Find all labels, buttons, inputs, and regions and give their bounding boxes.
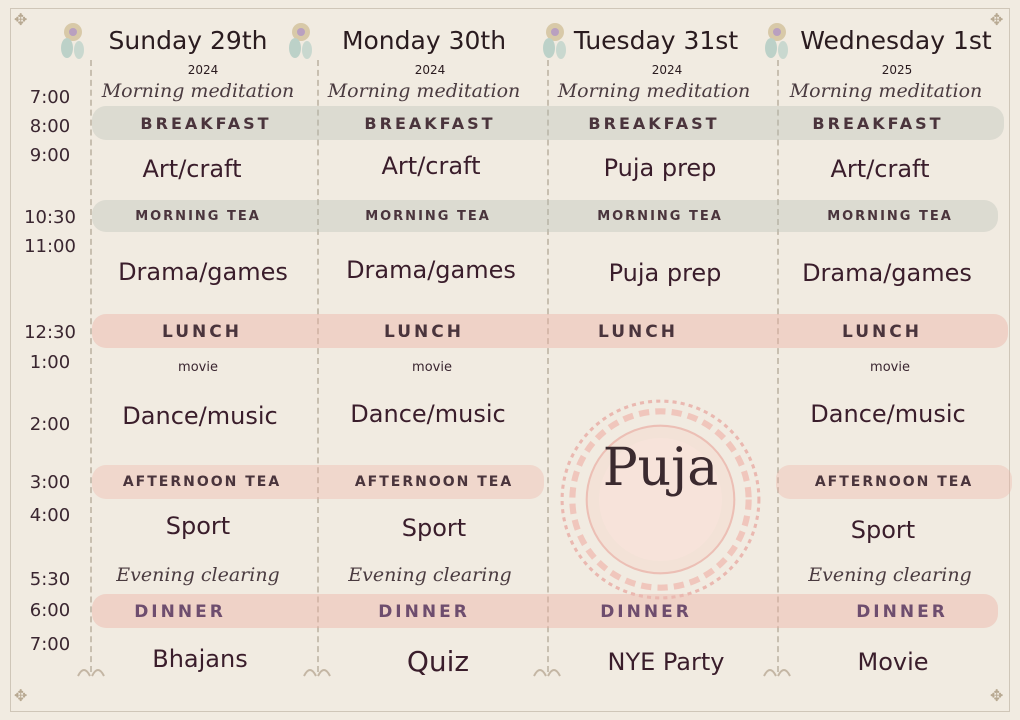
activity-nye-party: NYE Party: [607, 648, 725, 676]
morning-meditation: Morning meditation: [789, 80, 983, 102]
time-label: 1:00: [29, 352, 71, 373]
time-label: 3:00: [29, 472, 71, 493]
movie-label: movie: [870, 360, 910, 375]
corner-ornament-icon: ✥: [990, 10, 1004, 29]
time-label: 10:30: [24, 207, 76, 228]
morning-tea-label: MORNING TEA: [135, 209, 261, 224]
time-label: 5:30: [29, 569, 71, 590]
activity-puja-prep: Puja prep: [603, 154, 717, 182]
leaf-icon: [532, 662, 562, 682]
dinner-label: DINNER: [134, 602, 226, 622]
day-header-sunday: Sunday 29th: [108, 26, 268, 55]
afternoon-tea-label: AFTERNOON TEA: [354, 474, 514, 490]
time-label: 9:00: [29, 145, 71, 166]
time-label: 12:30: [24, 322, 76, 343]
afternoon-tea-label: AFTERNOON TEA: [122, 474, 282, 490]
time-label: 8:00: [29, 116, 71, 137]
breakfast-label: BREAKFAST: [588, 114, 720, 133]
year-label: 2024: [414, 63, 446, 77]
leaf-icon: [76, 662, 106, 682]
morning-tea-label: MORNING TEA: [827, 209, 953, 224]
activity-sport: Sport: [850, 516, 916, 544]
activity-drama-games: Drama/games: [346, 256, 516, 284]
corner-ornament-icon: ✥: [14, 686, 28, 705]
evening-clearing: Evening clearing: [348, 564, 512, 586]
evening-clearing: Evening clearing: [808, 564, 972, 586]
activity-art-craft: Art/craft: [142, 155, 242, 183]
corner-ornament-icon: ✥: [14, 10, 28, 29]
time-label: 7:00: [29, 634, 71, 655]
movie-label: movie: [412, 360, 452, 375]
dinner-label: DINNER: [600, 602, 692, 622]
column-divider: [777, 60, 779, 672]
afternoon-tea-label: AFTERNOON TEA: [814, 474, 974, 490]
lunch-label: LUNCH: [162, 322, 242, 342]
lunch-label: LUNCH: [384, 322, 464, 342]
activity-movie: Movie: [857, 648, 929, 676]
time-label: 4:00: [29, 505, 71, 526]
column-divider: [547, 60, 549, 672]
activity-bhajans: Bhajans: [152, 645, 248, 673]
leaf-icon: [302, 662, 332, 682]
dinner-label: DINNER: [856, 602, 948, 622]
flower-icon: [762, 18, 792, 62]
corner-ornament-icon: ✥: [990, 686, 1004, 705]
time-label: 6:00: [29, 600, 71, 621]
breakfast-label: BREAKFAST: [364, 114, 496, 133]
morning-meditation: Morning meditation: [101, 80, 295, 102]
lunch-label: LUNCH: [842, 322, 922, 342]
activity-drama-games: Drama/games: [118, 258, 288, 286]
day-header-tuesday: Tuesday 31st: [573, 26, 739, 55]
time-label: 11:00: [24, 236, 76, 257]
activity-art-craft: Art/craft: [381, 152, 481, 180]
leaf-icon: [762, 662, 792, 682]
year-label: 2024: [187, 63, 219, 77]
day-header-wednesday: Wednesday 1st: [800, 26, 992, 55]
morning-tea-label: MORNING TEA: [365, 209, 491, 224]
morning-tea-label: MORNING TEA: [597, 209, 723, 224]
time-label: 2:00: [29, 414, 71, 435]
mandala-icon: [558, 397, 763, 602]
year-label: 2024: [651, 63, 683, 77]
puja-title: Puja: [602, 438, 719, 498]
breakfast-label: BREAKFAST: [812, 114, 944, 133]
activity-sport: Sport: [165, 512, 231, 540]
breakfast-label: BREAKFAST: [140, 114, 272, 133]
dinner-label: DINNER: [378, 602, 470, 622]
activity-dance-music: Dance/music: [810, 400, 966, 428]
activity-art-craft: Art/craft: [830, 155, 930, 183]
lunch-label: LUNCH: [598, 322, 678, 342]
year-label: 2025: [881, 63, 913, 77]
movie-label: movie: [178, 360, 218, 375]
time-label: 7:00: [29, 87, 71, 108]
evening-clearing: Evening clearing: [116, 564, 280, 586]
activity-sport: Sport: [401, 514, 467, 542]
activity-quiz: Quiz: [406, 645, 470, 678]
morning-meditation: Morning meditation: [557, 80, 751, 102]
activity-puja-prep: Puja prep: [608, 259, 722, 287]
day-header-monday: Monday 30th: [341, 26, 507, 55]
activity-dance-music: Dance/music: [122, 402, 278, 430]
activity-dance-music: Dance/music: [350, 400, 506, 428]
activity-drama-games: Drama/games: [802, 259, 972, 287]
column-divider: [317, 60, 319, 672]
morning-meditation: Morning meditation: [327, 80, 521, 102]
